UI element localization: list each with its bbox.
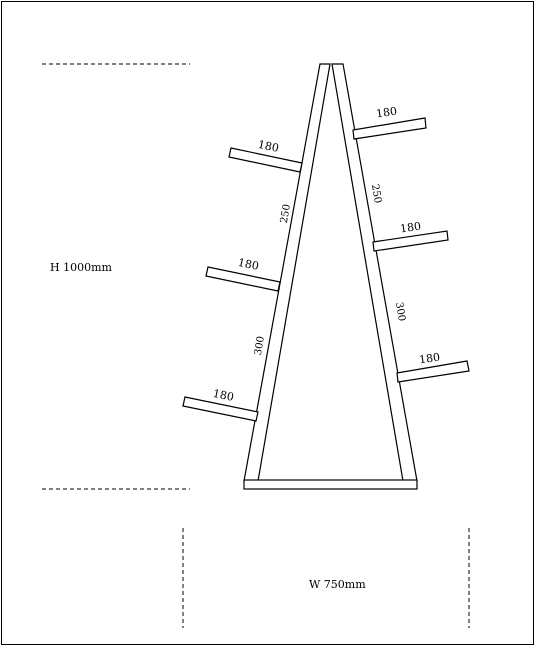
- left-lower-segment-label: 300: [252, 335, 267, 357]
- shelf-right-top: [353, 118, 426, 139]
- left-upper-segment-label: 250: [278, 203, 293, 225]
- shelf-right-bottom-label: 180: [418, 350, 441, 367]
- shelf-right-middle-label: 180: [399, 219, 422, 236]
- shelf-left-middle-label: 180: [236, 255, 261, 273]
- shelf-left-middle: [206, 267, 280, 291]
- shelf-left-top-label: 180: [256, 137, 281, 155]
- right-upper-segment-label: 250: [368, 183, 384, 205]
- shelf-right-top-label: 180: [375, 104, 398, 121]
- shelf-left-bottom-label: 180: [211, 386, 236, 404]
- outer-border: [2, 2, 534, 645]
- height-dimension-label: H 1000mm: [50, 261, 112, 274]
- width-dimension-label: W 750mm: [309, 578, 366, 591]
- base-board: [244, 480, 417, 489]
- right-lower-segment-label: 300: [392, 301, 408, 323]
